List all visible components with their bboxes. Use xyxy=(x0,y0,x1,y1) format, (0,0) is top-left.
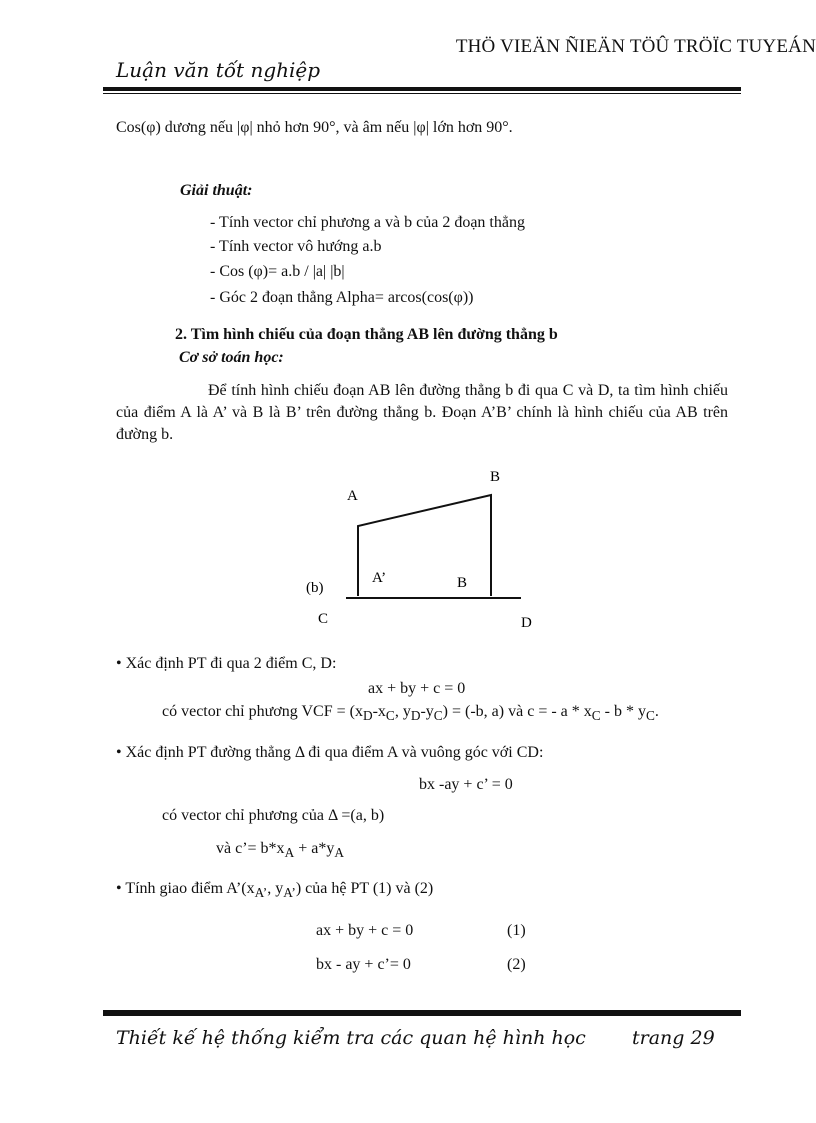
header-rule-thin xyxy=(103,93,741,94)
label-a-prime: A’ xyxy=(372,570,387,586)
cos-sign-line: Cos(φ) dương nếu |φ| nhỏ hơn 90°, và âm nếu |φ| lớn hơn 90°. xyxy=(116,119,513,136)
document-subtitle: Luận văn tốt nghiệp xyxy=(116,58,321,82)
footer-rule xyxy=(103,1010,741,1016)
intro-paragraph: Để tính hình chiếu đoạn AB lên đường thẳng b đi qua C và D, ta tìm hình chiếu của điểm A là A’ và B là B’ trên đường thẳng b. Đoạn A’B’ chính là hình chiếu của AB trên đường b. xyxy=(116,382,728,443)
system-equation: bx - ay + c’= 0 xyxy=(316,956,411,973)
math-basis-heading: Cơ sở toán học: xyxy=(179,349,284,366)
equation-number: (1) xyxy=(507,922,526,939)
bullet-line-cd: • Xác định PT đi qua 2 điểm C, D: xyxy=(116,655,337,672)
site-title: THÖ VIEÄN ÑIEÄN TÖÛ TRÖÏC TUYEÁN xyxy=(455,36,816,57)
projection-diagram xyxy=(290,460,550,635)
bullet-line-delta: • Xác định PT đường thẳng Δ đi qua điểm A và vuông góc với CD: xyxy=(116,744,544,761)
system-equation: ax + by + c = 0 xyxy=(316,922,414,939)
vcf-line: có vector chỉ phương VCF = ($x_D-x_C$, $y_D-y_C) = (-b$, a) và c = - a * $x_C$ - b * $y_C$. xyxy=(162,703,659,724)
label-b-top: B xyxy=(490,469,501,485)
delta-direction-line: có vector chỉ phương của Δ =(a, b) xyxy=(162,807,385,824)
algorithm-heading: Giải thuật: xyxy=(180,182,253,199)
footer-title: Thiết kế hệ thống kiểm tra các quan hệ hình học xyxy=(116,1027,586,1049)
algorithm-step: - Góc 2 đoạn thẳng Alpha= arcos(cos(φ)) xyxy=(210,289,474,306)
label-d: D xyxy=(521,615,532,631)
header-rule-thick xyxy=(103,87,741,91)
bullet-intersection: • Tính giao điểm $A’(x_{A’}$, $y_{A’}$) của hệ PT (1) và (2) xyxy=(116,880,434,901)
label-line-b: (b) xyxy=(306,580,324,596)
equation-number: (2) xyxy=(507,956,526,973)
label-a: A xyxy=(347,488,358,504)
c-prime-line: và c’= $b*x_A + a*y_A$ xyxy=(216,840,344,861)
label-c: C xyxy=(318,611,329,627)
label-b-bottom: B xyxy=(457,575,468,591)
algorithm-step: - Tính vector chỉ phương a và b của 2 đoạn thẳng xyxy=(210,214,525,231)
algorithm-step: - Cos (φ)= a.b / |a| |b| xyxy=(210,263,345,280)
page-number: trang 29 xyxy=(632,1027,715,1049)
equation-line-delta: bx -ay + c’ = 0 xyxy=(419,776,513,793)
algorithm-step: - Tính vector vô hướng a.b xyxy=(210,238,382,255)
equation-line-cd: ax + by + c = 0 xyxy=(368,680,466,697)
section-heading: 2. Tìm hình chiếu của đoạn thẳng AB lên đường thẳng b xyxy=(175,326,558,343)
